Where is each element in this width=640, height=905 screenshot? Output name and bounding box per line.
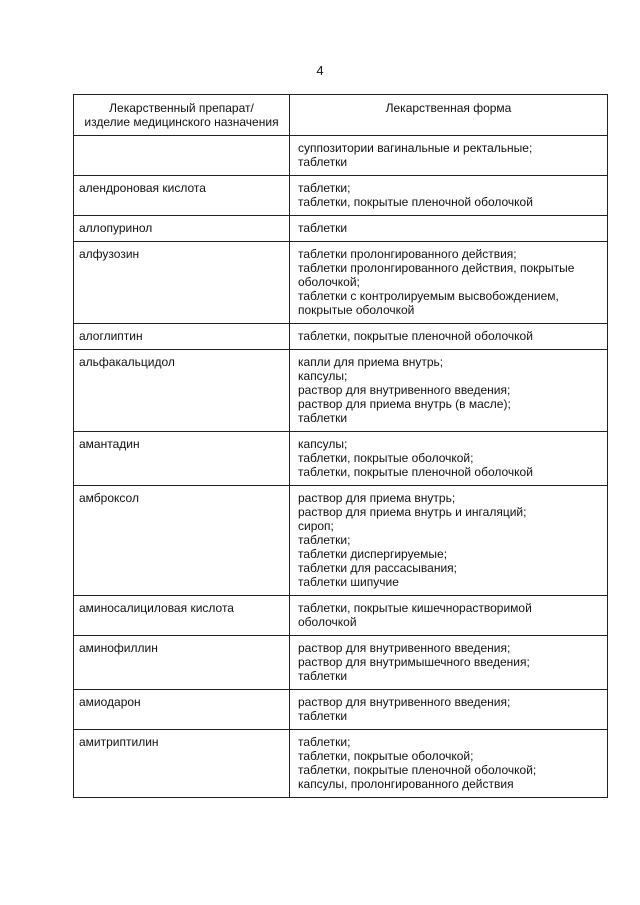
dosage-form-cell: [290, 216, 608, 242]
dosage-form-line: раствор для приема внутрь (в масле);: [298, 397, 511, 411]
dosage-form-line: таблетки с контролируемым высвобождением,: [298, 289, 559, 303]
dosage-form-line: таблетки: [298, 709, 348, 723]
dosage-form-line: оболочкой;: [298, 275, 360, 289]
dosage-form-cell: [290, 636, 608, 690]
header-drug-name-line-1: Лекарственный препарат/: [109, 101, 254, 115]
table-body: [74, 136, 608, 798]
dosage-form-line: таблетки шипучие: [298, 575, 399, 589]
dosage-form-line: оболочкой: [298, 615, 357, 629]
drug-forms-table: [73, 94, 608, 798]
dosage-form-line: капсулы;: [298, 437, 348, 451]
dosage-form-line: таблетки;: [298, 533, 351, 547]
dosage-form-line: таблетки: [298, 411, 348, 425]
drug-name-cell: амброксол: [74, 486, 290, 596]
table-row: [74, 324, 608, 350]
dosage-form-line: таблетки, покрытые кишечнорастворимой: [298, 601, 532, 615]
dosage-form-cell: [290, 690, 608, 730]
table-row: [74, 596, 608, 636]
drug-name-cell: алоглиптин: [74, 324, 290, 350]
dosage-form-cell: [290, 324, 608, 350]
dosage-form-cell: [290, 350, 608, 432]
table-row: [74, 216, 608, 242]
header-drug-name: [74, 95, 290, 136]
dosage-form-line: таблетки, покрытые оболочкой;: [298, 451, 474, 465]
dosage-form-line: таблетки: [298, 669, 348, 683]
drug-name-cell: амантадин: [74, 432, 290, 486]
dosage-form-line: таблетки;: [298, 181, 351, 195]
dosage-form-line: капсулы, пролонгированного действия: [298, 777, 514, 791]
header-drug-name-line-2: изделие медицинского назначения: [84, 115, 279, 129]
drug-name-cell: амиодарон: [74, 690, 290, 730]
table-row: [74, 176, 608, 216]
dosage-form-line: раствор для внутривенного введения;: [298, 641, 511, 655]
dosage-form-line: покрытые оболочкой: [298, 303, 415, 317]
table-row: [74, 690, 608, 730]
dosage-form-cell: [290, 730, 608, 798]
dosage-form-line: капсулы;: [298, 369, 348, 383]
table-row: [74, 730, 608, 798]
dosage-form-cell: [290, 242, 608, 324]
dosage-form-line: суппозитории вагинальные и ректальные;: [298, 141, 533, 155]
dosage-form-line: таблетки пролонгированного действия, покрытые: [298, 261, 575, 275]
table-row: [74, 486, 608, 596]
dosage-form-cell: [290, 432, 608, 486]
table-header-row: [74, 95, 608, 136]
dosage-form-line: таблетки, покрытые пленочной оболочкой: [298, 195, 533, 209]
header-dosage-form: Лекарственная форма: [290, 95, 608, 136]
dosage-form-line: раствор для внутривенного введения;: [298, 695, 511, 709]
dosage-form-cell: [290, 596, 608, 636]
dosage-form-line: капли для приема внутрь;: [298, 355, 444, 369]
dosage-form-line: сироп;: [298, 519, 334, 533]
dosage-form-line: таблетки пролонгированного действия;: [298, 247, 517, 261]
drug-name-cell: [74, 136, 290, 176]
dosage-form-line: таблетки диспергируемые;: [298, 547, 448, 561]
page-number: 4: [316, 63, 324, 78]
dosage-form-line: таблетки;: [298, 735, 351, 749]
dosage-form-line: таблетки: [298, 221, 348, 235]
table-row: [74, 636, 608, 690]
dosage-form-line: раствор для приема внутрь;: [298, 491, 456, 505]
table-row: [74, 242, 608, 324]
table-row: [74, 350, 608, 432]
dosage-form-cell: [290, 486, 608, 596]
dosage-form-line: раствор для внутривенного введения;: [298, 383, 511, 397]
table-row: [74, 136, 608, 176]
drug-name-cell: аллопуринол: [74, 216, 290, 242]
dosage-form-cell: [290, 176, 608, 216]
drug-name-cell: альфакальцидол: [74, 350, 290, 432]
dosage-form-line: таблетки, покрытые пленочной оболочкой: [298, 465, 533, 479]
dosage-form-line: таблетки, покрытые пленочной оболочкой;: [298, 763, 537, 777]
drug-name-cell: алфузозин: [74, 242, 290, 324]
drug-name-cell: алендроновая кислота: [74, 176, 290, 216]
drug-name-cell: аминосалициловая кислота: [74, 596, 290, 636]
dosage-form-line: таблетки: [298, 155, 348, 169]
dosage-form-line: раствор для внутримышечного введения;: [298, 655, 530, 669]
dosage-form-line: таблетки, покрытые пленочной оболочкой: [298, 329, 533, 343]
drug-name-cell: аминофиллин: [74, 636, 290, 690]
dosage-form-line: раствор для приема внутрь и ингаляций;: [298, 505, 527, 519]
table-row: [74, 432, 608, 486]
dosage-form-line: таблетки для рассасывания;: [298, 561, 457, 575]
dosage-form-cell: [290, 136, 608, 176]
dosage-form-line: таблетки, покрытые оболочкой;: [298, 749, 474, 763]
drug-name-cell: амитриптилин: [74, 730, 290, 798]
